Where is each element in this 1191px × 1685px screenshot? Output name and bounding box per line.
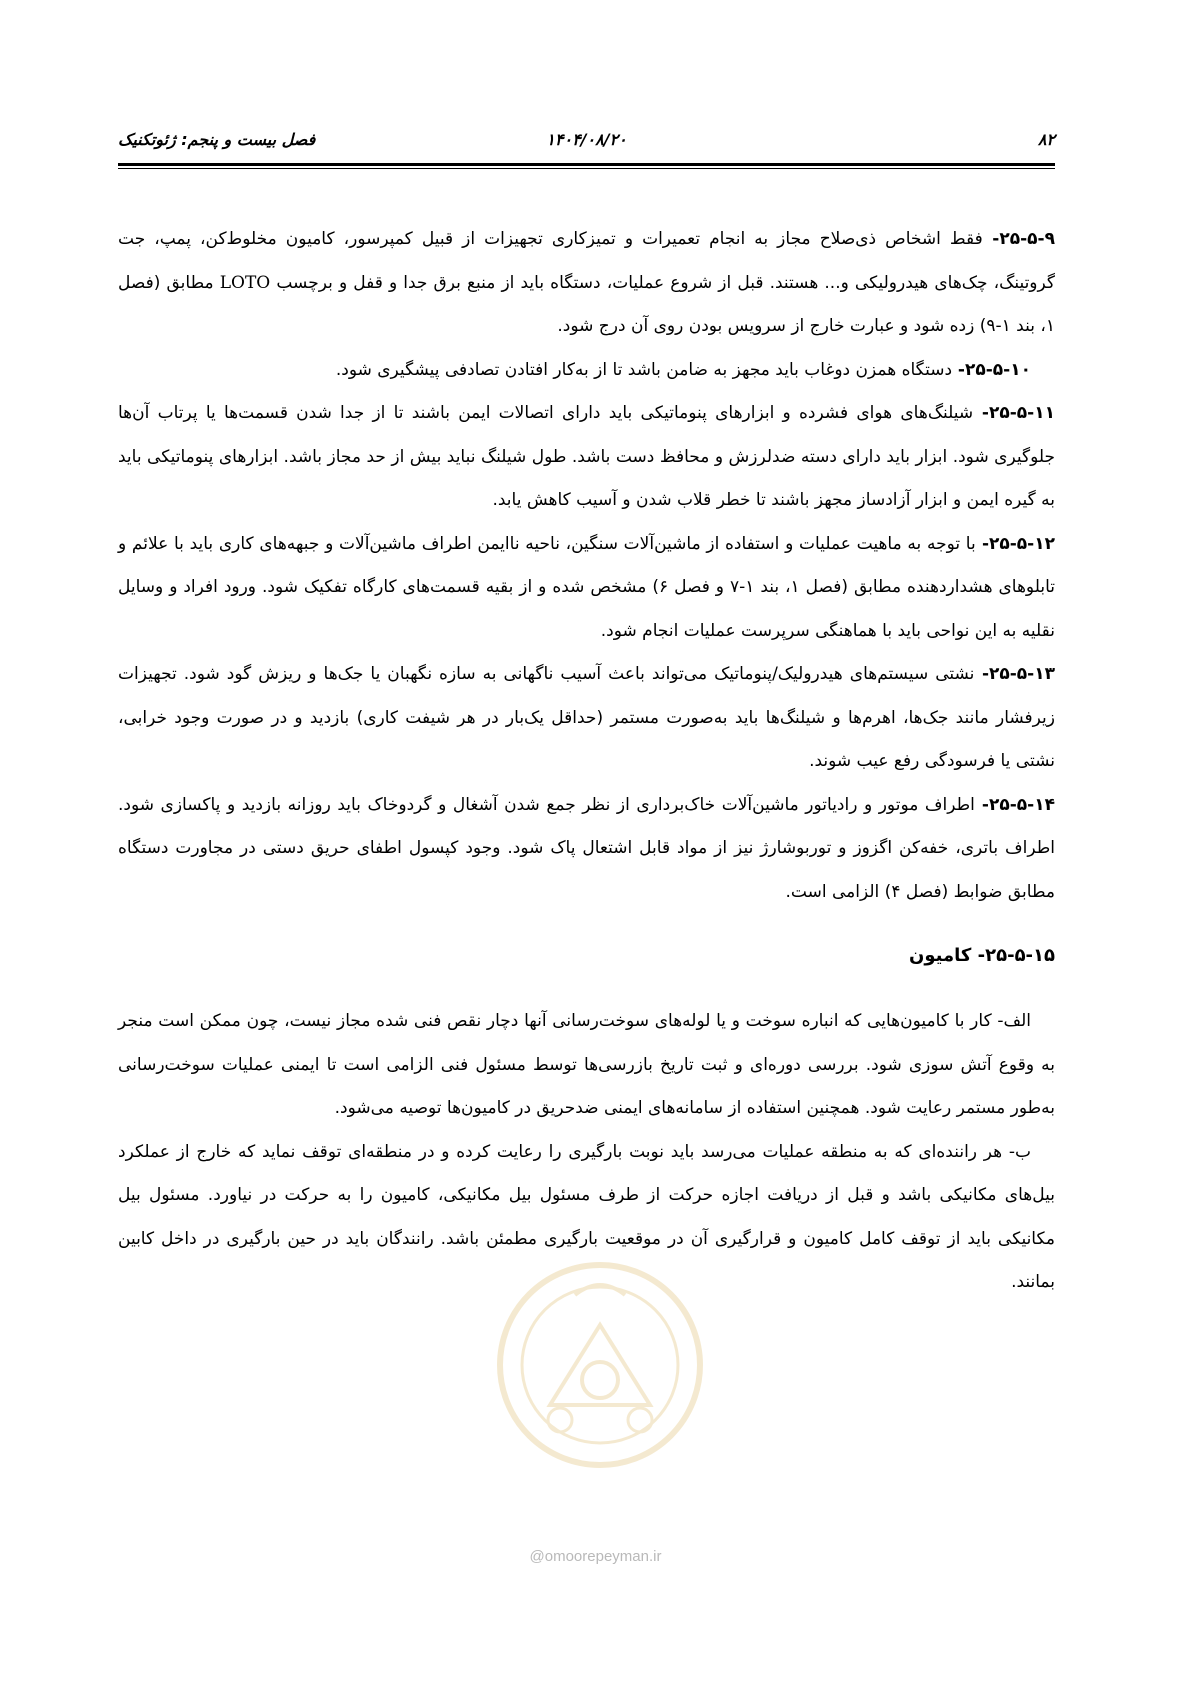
paragraph-text: دستگاه همزن دوغاب باید مجهز به ضامن باشد تا از به‌کار افتادن تصادفی پیشگیری شود. (335, 359, 953, 380)
clause-number: ۲۵-۵-۱۱ (989, 403, 1055, 423)
clause-number: ۲۵-۵-۹ (999, 229, 1055, 249)
clause-number: ۲۵-۵-۱۳ (989, 664, 1055, 684)
paragraph-25-5-10: ۲۵-۵-۱۰- دستگاه همزن دوغاب باید مجهز به ضامن باشد تا از به‌کار افتادن تصادفی پیشگیری شود. (335, 359, 1031, 380)
paragraph-25-5-13: ۲۵-۵-۱۳- نشتی سیستم‌های هیدرولیک/پنوماتیک می‌تواند باعث آسیب ناگهانی به سازه نگهبان یا جک‌ها و ریزش گود شود. تجهیزات زیرفشار مانند جک‌ها، اهرم‌ها و شیلنگ‌ها باید به‌صورت مستمر (حداقل یک‌بار در هر شیفت کاری) بازدید و در صورت وجود خرابی، نشتی یا فرسودگی رفع عیب شوند. (118, 664, 1055, 771)
paragraph-text: با توجه به ماهیت عملیات و استفاده از ماشین‌آلات سنگین، ناحیه ناایمن اطراف ماشین‌آلات و جبهه‌های کاری باید با علائم و تابلوهای هشداردهنده مطابق (فصل ۱، بند ۱-۷ و فصل ۶) مشخص شده و از بقیه قسمت‌های کارگاه تفکیک شود. ورود افراد و وسایل نقلیه به این نواحی باید با هماهنگی سرپرست عملیات انجام شود. (118, 533, 1055, 641)
paragraph-text: شیلنگ‌های هوای فشرده و ابزارهای پنوماتیکی باید دارای اتصالات ایمن باشند تا از جدا شدن قسمت‌ها یا پرتاب آن‌ها جلوگیری شود. ابزار باید دارای دسته ضدلرزش و محافظ دست باشد. طول شیلنگ نباید بیش از حد مجاز باشد. ابزارهای پنوماتیکی باید به گیره ایمن و ابزار آزادساز مجهز باشند تا خطر قلاب شدن و آسیب کاهش یابد. (118, 403, 1055, 510)
paragraph-text: نشتی سیستم‌های هیدرولیک/پنوماتیک می‌تواند باعث آسیب ناگهانی به سازه نگهبان یا جک‌ها و ریزش گود شود. تجهیزات زیرفشار مانند جک‌ها، اهرم‌ها و شیلنگ‌ها باید به‌صورت مستمر (حداقل یک‌بار در هر شیفت کاری) بازدید و در صورت وجود خرابی، نشتی یا فرسودگی رفع عیب شوند. (118, 664, 1055, 771)
paragraph-25-5-14: ۲۵-۵-۱۴- اطراف موتور و رادیاتور ماشین‌آلات خاک‌برداری از نظر جمع شدن آشغال و گردوخاک باید روزانه بازدید و پاکسازی شود. اطراف باتری، خفه‌کن اگزوز و توربوشارژ نیز از مواد قابل اشتعال پاک شود. وجود کپسول اطفای حریق دستی در مجاورت دستگاه مطابق ضوابط (فصل ۴) الزامی است. (118, 794, 1055, 902)
loto-term: LOTO (219, 272, 271, 293)
paragraph-text-cont: مطابق (فصل ۱، بند ۱-۹) زده شود و عبارت خارج از سرویس بودن روی آن درج شود. (118, 272, 1055, 336)
sub-item-be: ب- هر راننده‌ای که به منطقه عملیات می‌رسد باید نوبت بارگیری را رعایت کرده و در منطقه‌ای توقف نماید که خارج از عملکرد بیل‌های مکانیکی باشد و قبل از دریافت اجازه حرکت از طرف مسئول بیل مکانیکی، کامیون را به حرکت در نیاورد. مسئول بیل مکانیکی باید از توقف کامل کامیون و قرارگیری آن در موقعیت بارگیری مطمئن باشد. رانندگان باید در حین بارگیری در داخل کابین بمانند. (118, 1141, 1055, 1292)
page-number: ۸۲ (1037, 130, 1055, 149)
paragraph-25-5-9: ۲۵-۵-۹- فقط اشخاص ذی‌صلاح مجاز به انجام تعمیرات و تمیزکاری تجهیزات از قبیل کمپرسور، کامیون مخلوط‌کن، پمپ، جت گروتینگ، چک‌های هیدرولیکی و... هستند. قبل از شروع عملیات، دستگاه باید از منبع برق جدا و قفل و برچسب LOTO مطابق (فصل ۱، بند ۱-۹) زده شود و عبارت خارج از سرویس بودن روی آن درج شود. (118, 229, 1055, 336)
clause-number: ۲۵-۵-۱۴ (989, 794, 1055, 815)
header-rule-thick (118, 163, 1055, 166)
clause-number: ۲۵-۵-۱۰ (965, 359, 1031, 380)
clause-number: ۲۵-۵-۱۲ (989, 533, 1055, 554)
paragraph-25-5-11: ۲۵-۵-۱۱- شیلنگ‌های هوای فشرده و ابزارهای پنوماتیکی باید دارای اتصالات ایمن باشند تا از جدا شدن قسمت‌ها یا پرتاب آن‌ها جلوگیری شود. ابزار باید دارای دسته ضدلرزش و محافظ دست باشد. طول شیلنگ نباید بیش از حد مجاز باشد. ابزارهای پنوماتیکی باید به گیره ایمن و ابزار آزادساز مجهز باشند تا خطر قلاب شدن و آسیب کاهش یابد. (118, 403, 1055, 510)
header-date: ۱۴۰۴/۰۸/۲۰ (546, 130, 627, 149)
page-body (118, 218, 1055, 1305)
section-heading: ۲۵-۵-۱۵- کامیون (909, 945, 1055, 966)
page-header (118, 130, 1055, 160)
paragraph-25-5-12: ۲۵-۵-۱۲- با توجه به ماهیت عملیات و استفاده از ماشین‌آلات سنگین، ناحیه ناایمن اطراف ماشین‌آلات و جبهه‌های کاری باید با علائم و تابلوهای هشداردهنده مطابق (فصل ۱، بند ۱-۷ و فصل ۶) مشخص شده و از بقیه قسمت‌های کارگاه تفکیک شود. ورود افراد و وسایل نقلیه به این نواحی باید با هماهنگی سرپرست عملیات انجام شود. (118, 533, 1055, 641)
chapter-title: فصل بیست و پنجم: ژئوتکنیک (118, 130, 316, 149)
header-rule-thin (118, 168, 1055, 169)
paragraph-text: فقط اشخاص ذی‌صلاح مجاز به انجام تعمیرات و تمیزکاری تجهیزات از قبیل کمپرسور، کامیون مخلوط‌کن، پمپ، جت گروتینگ، چک‌های هیدرولیکی و... هستند. قبل از شروع عملیات، دستگاه باید از منبع برق جدا و قفل و برچسب (118, 229, 1055, 293)
sub-item-alef: الف- کار با کامیون‌هایی که انباره سوخت و یا لوله‌های سوخت‌رسانی آنها دچار نقص فنی شده مجاز نیست، چون ممکن است منجر به وقوع آتش سوزی شود. بررسی دوره‌ای و ثبت تاریخ بازرسی‌ها توسط مسئول فنی الزامی است تا ایمنی عملیات سوخت‌رسانی به‌طور مستمر رعایت شود. همچنین استفاده از سامانه‌های ایمنی ضدحریق در کامیون‌ها توصیه می‌شود. (118, 1011, 1055, 1118)
watermark-text: @omoorepeyman.ir (529, 1548, 662, 1565)
paragraph-text: اطراف موتور و رادیاتور ماشین‌آلات خاک‌برداری از نظر جمع شدن آشغال و گردوخاک باید روزانه بازدید و پاکسازی شود. اطراف باتری، خفه‌کن اگزوز و توربوشارژ نیز از مواد قابل اشتعال پاک شود. وجود کپسول اطفای حریق دستی در مجاورت دستگاه مطابق ضوابط (فصل ۴) الزامی است. (118, 794, 1055, 902)
